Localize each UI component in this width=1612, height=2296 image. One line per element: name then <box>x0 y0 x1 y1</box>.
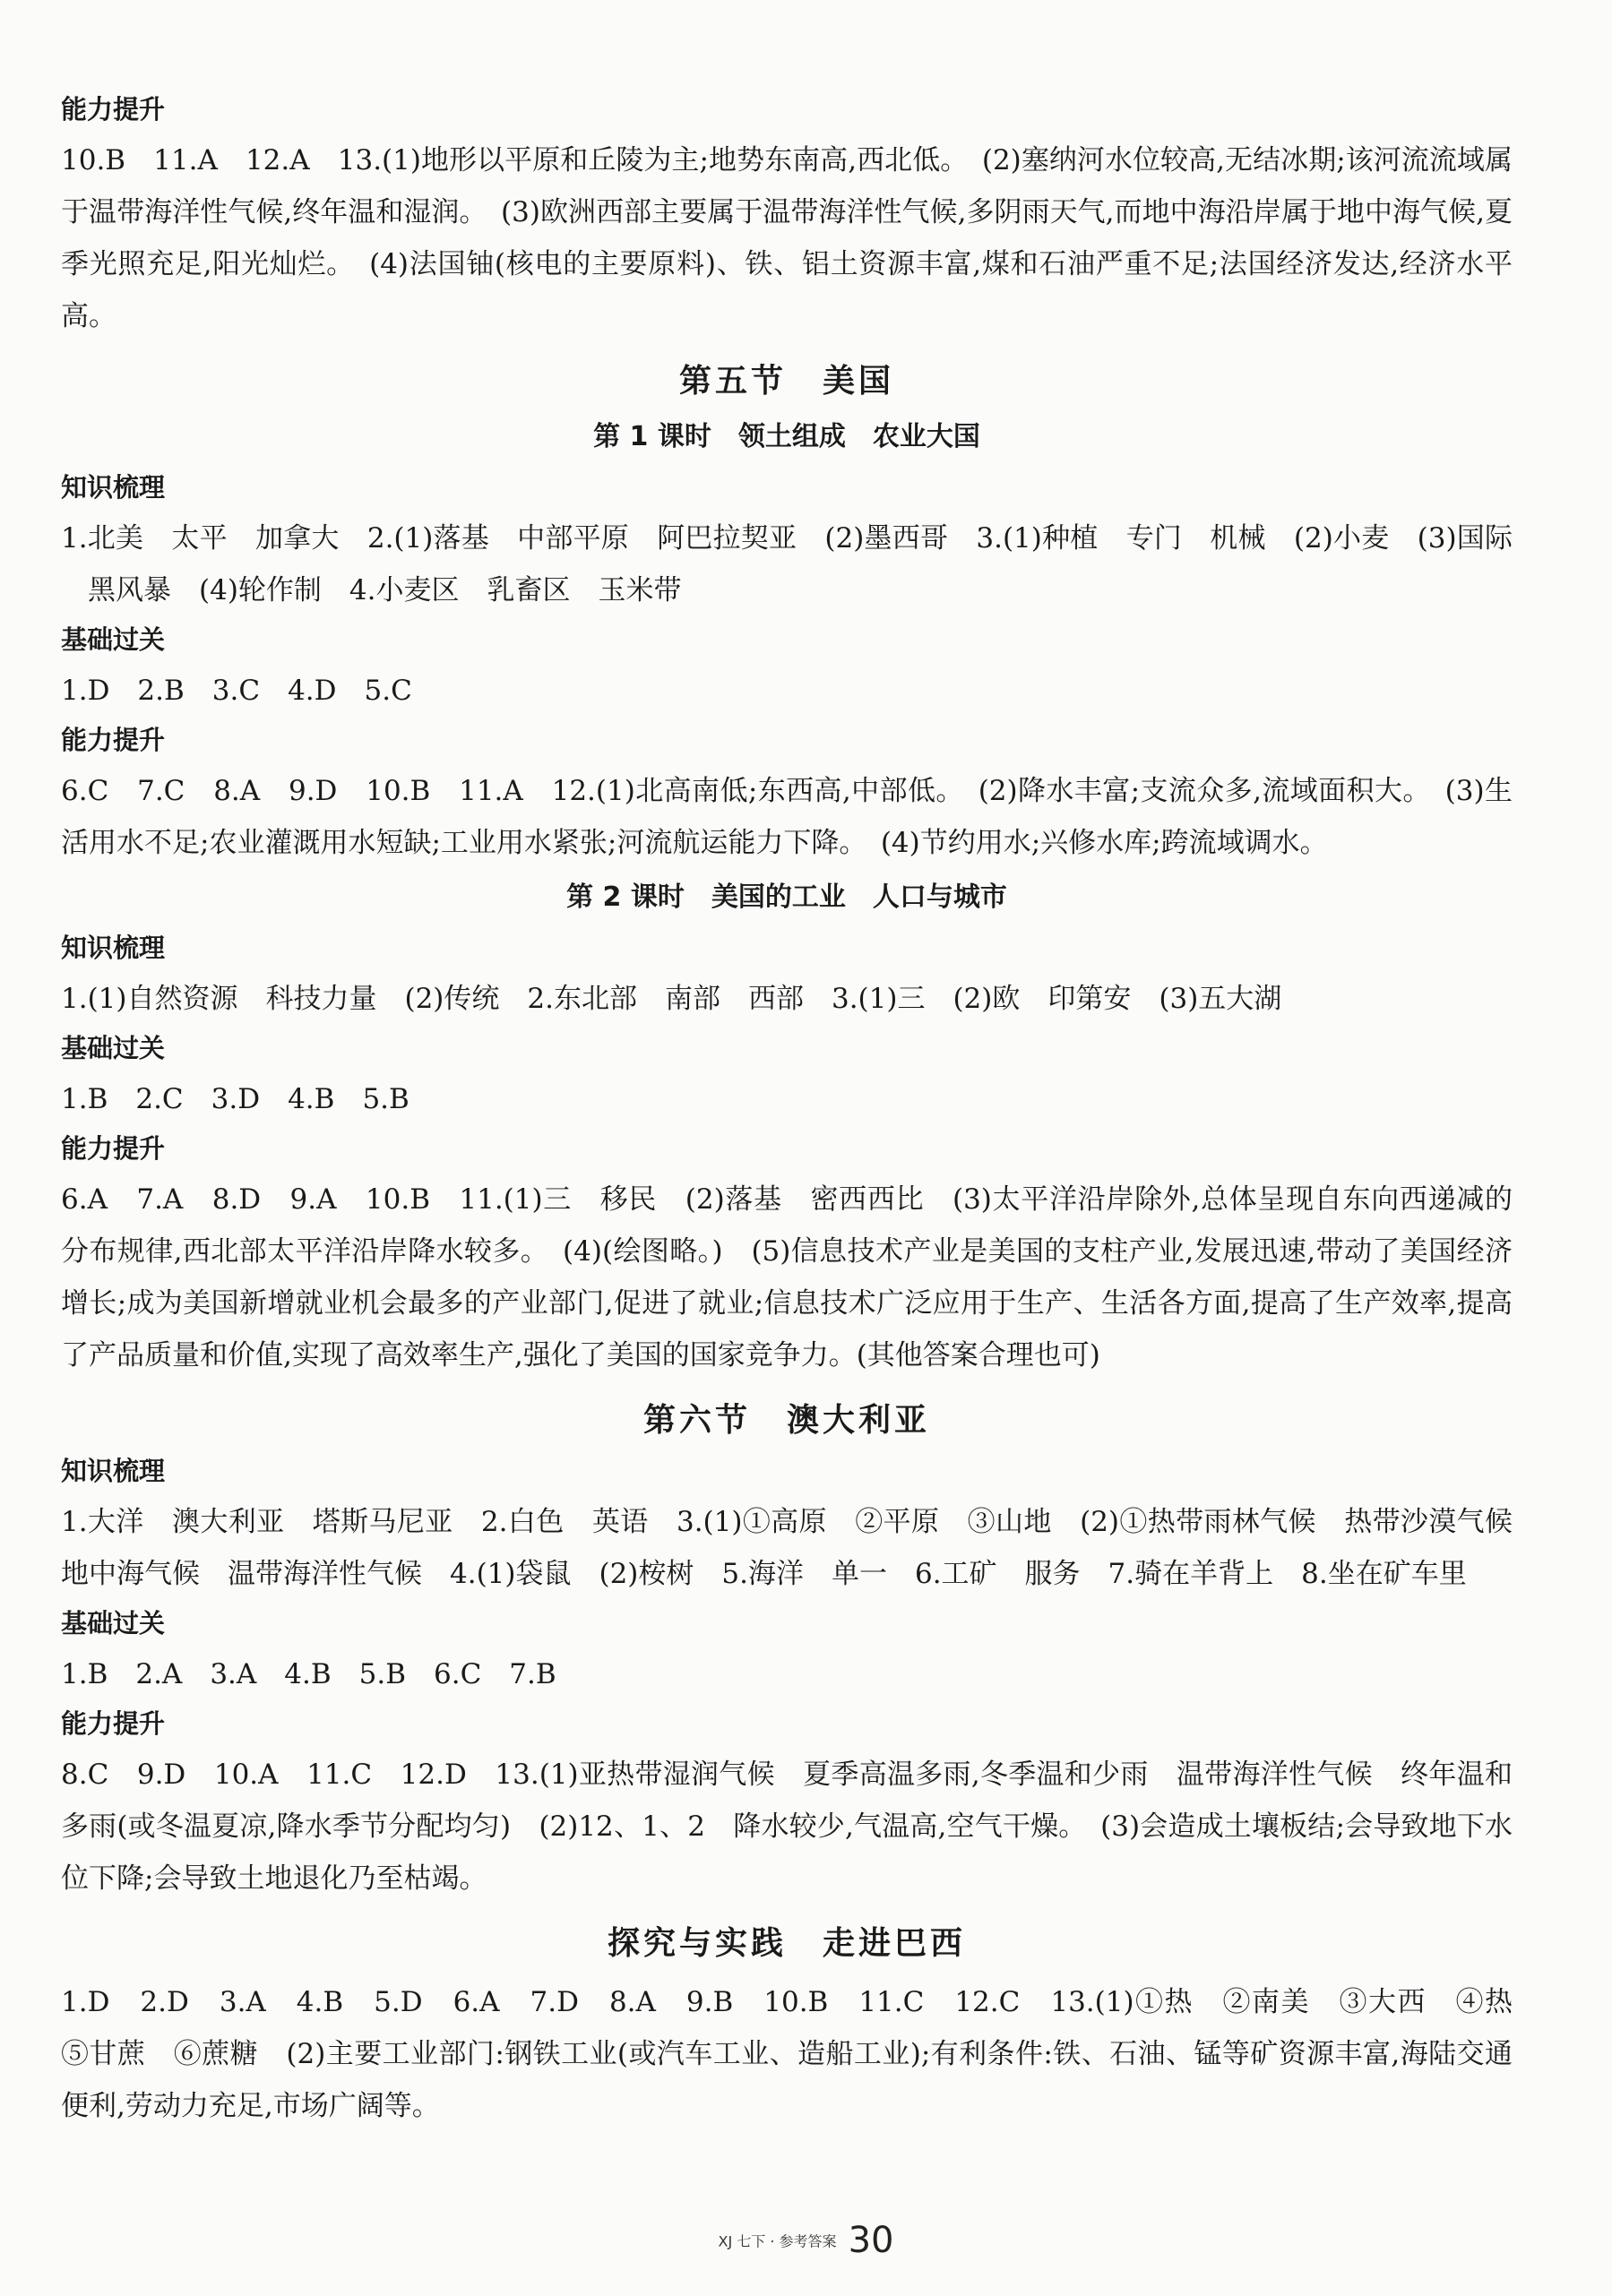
knowledge-heading: 知识梳理 <box>61 472 166 503</box>
australia-knowledge-answers: 1.大洋 澳大利亚 塔斯马尼亚 2.白色 英语 3.(1)①高原 ②平原 ③山地 (2)①热带雨林气候 热带沙漠气候 地中海气候 温带海洋性气候 4.(1)袋鼠 (2)桉树 5.海洋 单一 6.工矿 服务 7.骑在羊背上 8.坐在矿车里 <box>61 1506 1540 1590</box>
page-number: 30 <box>848 2220 894 2261</box>
ability-heading: 能力提升 <box>61 1133 166 1164</box>
ability-heading: 能力提升 <box>61 94 166 125</box>
ability-heading: 能力提升 <box>61 1708 166 1739</box>
section-title-brazil: 探究与实践 走进巴西 <box>607 1925 966 1962</box>
knowledge-heading: 知识梳理 <box>61 1456 166 1486</box>
usa1-basic-answers: 1.D 2.B 3.C 4.D 5.C <box>61 675 412 707</box>
lesson-title-usa-1: 第 1 课时 领土组成 农业大国 <box>593 421 980 452</box>
section-title-australia: 第六节 澳大利亚 <box>642 1402 930 1439</box>
lesson-title-usa-2: 第 2 课时 美国的工业 人口与城市 <box>566 881 1007 913</box>
australia-ability-answers: 8.C 9.D 10.A 11.C 12.D 13.(1)亚热带湿润气候 夏季高温多雨,冬季温和少雨 温带海洋性气候 终年温和多雨(或冬温夏凉,降水季节分配均匀) (2)12、1、2 降水较少,气温高,空气干燥。 (3)会造成土壤板结;会导致地下水位下降;会导致土地退化乃至枯竭。 <box>61 1759 1513 1895</box>
usa1-ability-answers: 6.C 7.C 8.A 9.D 10.B 11.A 12.(1)北高南低;东西高,中部低。 (2)降水丰富;支流众多,流域面积大。 (3)生活用水不足;农业灌溉用水短缺;工业用水紧张;河流航运能力下降。 (4)节约用水;兴修水库;跨流域调水。 <box>61 775 1513 859</box>
usa2-basic-answers: 1.B 2.C 3.D 4.B 5.B <box>61 1083 409 1115</box>
usa2-ability-answers: 6.A 7.A 8.D 9.A 10.B 11.(1)三 移民 (2)落基 密西西比 (3)太平洋沿岸除外,总体呈现自东向西递减的分布规律,西北部太平洋沿岸降水较多。 (4)(绘图略。) (5)信息技术产业是美国的支柱产业,发展迅速,带动了美国经济增长;成为美国新增就业机会最多的产业部门,促进了就业;信息技术广泛应用于生产、生活各方面,提高了生产效率,提高了产品质量和价值,实现了高效率生产,强化了美国的国家竞争力。(其他答案合理也可) <box>61 1183 1513 1372</box>
basic-heading: 基础过关 <box>61 1608 166 1638</box>
basic-heading: 基础过关 <box>61 624 166 655</box>
brazil-answers: 1.D 2.D 3.A 4.B 5.D 6.A 7.D 8.A 9.B 10.B 11.C 12.C 13.(1)①热 ②南美 ③大西 ④热 ⑤甘蔗 ⑥蔗糖 (2)主要工业部门:钢铁工业(或汽车工业、造船工业);有利条件:铁、石油、锰等矿资源丰富,海陆交通便利,劳动力充足,市场广阔等。 <box>61 1986 1540 2122</box>
australia-basic-answers: 1.B 2.A 3.A 4.B 5.B 6.C 7.B <box>61 1658 556 1690</box>
section-title-usa: 第五节 美国 <box>678 363 894 400</box>
france-answers: 10.B 11.A 12.A 13.(1)地形以平原和丘陵为主;地势东南高,西北低。 (2)塞纳河水位较高,无结冰期;该河流流域属于温带海洋性气候,终年温和湿润。 (3)欧洲西部主要属于温带海洋性气候,多阴雨天气,而地中海沿岸属于地中海气候,夏季光照充足,阳光灿烂。 (4)法国铀(核电的主要原料)、铁、铝土资源丰富,煤和石油严重不足;法国经济发达,经济水平高。 <box>61 144 1513 332</box>
basic-heading: 基础过关 <box>61 1033 166 1063</box>
usa2-knowledge-answers: 1.(1)自然资源 科技力量 (2)传统 2.东北部 南部 西部 3.(1)三 (2)欧 印第安 (3)五大湖 <box>61 983 1282 1015</box>
answer-content <box>61 86 1540 2132</box>
footer-tag: XJ 七下 · 参考答案 <box>718 2232 837 2250</box>
knowledge-heading: 知识梳理 <box>61 933 166 963</box>
page-footer <box>0 2220 1612 2261</box>
usa1-knowledge-answers: 1.北美 太平 加拿大 2.(1)落基 中部平原 阿巴拉契亚 (2)墨西哥 3.(1)种植 专门 机械 (2)小麦 (3)国际 黑风暴 (4)轮作制 4.小麦区 乳畜区 玉米带 <box>61 522 1540 606</box>
ability-heading: 能力提升 <box>61 725 166 755</box>
